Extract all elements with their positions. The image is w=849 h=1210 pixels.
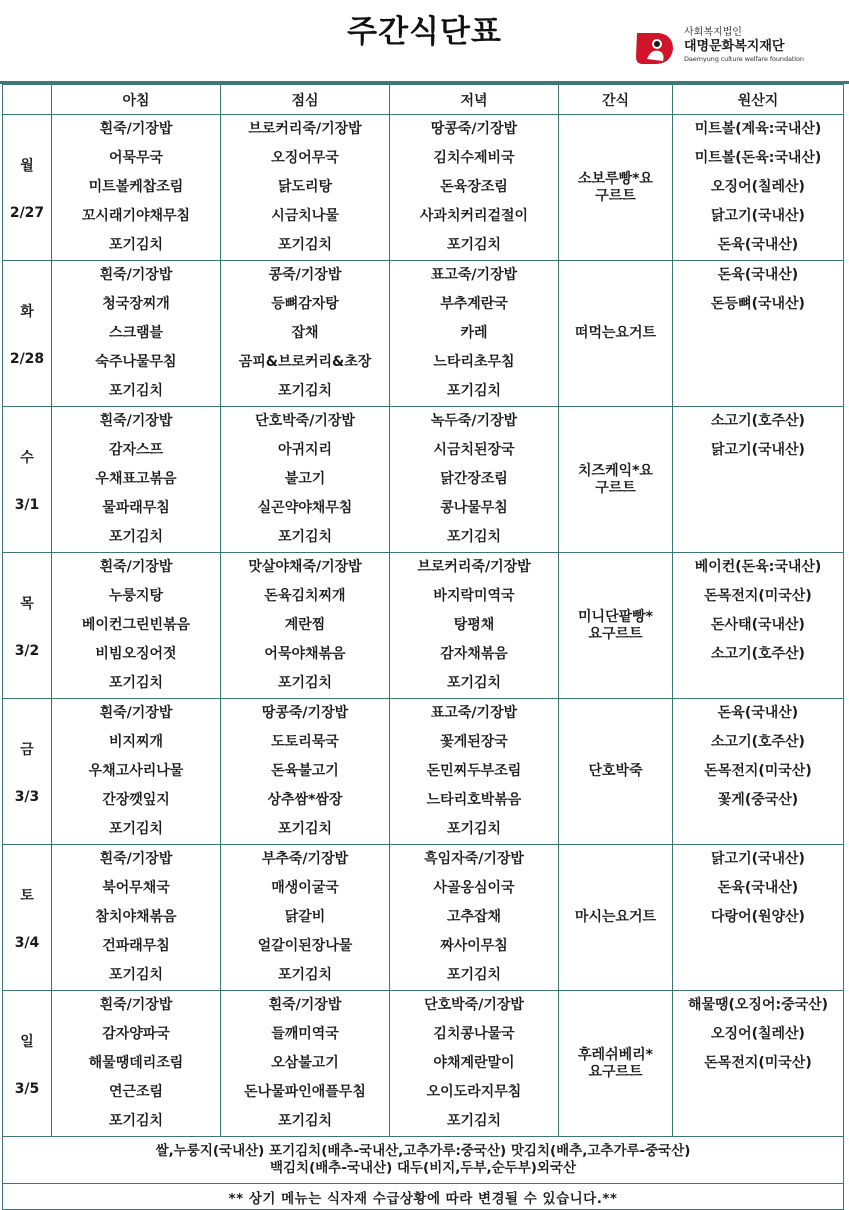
origin-item: 오징어(칠레산) <box>711 179 805 195</box>
dinner-cell <box>390 407 559 553</box>
dinner-item: 탕평채 <box>453 617 495 633</box>
breakfast-item: 누룽지탕 <box>108 588 164 604</box>
breakfast-cell <box>52 991 221 1137</box>
dinner-item: 고추잡채 <box>446 909 502 925</box>
dinner-item: 표고죽/기장밥 <box>430 267 518 283</box>
origin-item: 소고기(호주산) <box>711 413 805 429</box>
breakfast-item: 연근조림 <box>108 1084 164 1100</box>
breakfast-cell <box>52 553 221 699</box>
origin-item: 오징어(칠레산) <box>711 1026 805 1042</box>
origin-item: 돈목전지(미국산) <box>704 763 812 779</box>
breakfast-item: 흰죽/기장밥 <box>99 851 173 867</box>
breakfast-item: 물파래무침 <box>102 500 170 516</box>
origin-item: 돈육(국내산) <box>717 267 799 283</box>
origin-item: 돈육(국내산) <box>717 880 799 896</box>
origin-item: 닭고기(국내산) <box>711 442 805 458</box>
lunch-cell <box>221 115 390 261</box>
lunch-item: 흰죽/기장밥 <box>268 997 342 1013</box>
breakfast-cell <box>52 699 221 845</box>
day-name: 일 <box>20 1033 34 1050</box>
breakfast-cell <box>52 845 221 991</box>
dinner-item: 느타리호박볶음 <box>426 792 522 808</box>
snack-cell: 소보루빵*요구르트 <box>559 115 673 261</box>
breakfast-item: 감자스프 <box>108 442 164 458</box>
origin-item: 돈등뼈(국내산) <box>711 296 805 312</box>
dinner-item: 표고죽/기장밥 <box>430 705 518 721</box>
breakfast-item: 포기김치 <box>108 967 164 983</box>
dinner-item: 포기김치 <box>446 967 502 983</box>
dinner-item: 돈민찌두부조림 <box>426 763 522 779</box>
day-date: 2/27 <box>9 204 45 221</box>
lunch-cell <box>221 845 390 991</box>
snack-cell: 떠먹는요거트 <box>559 261 673 407</box>
header-breakfast: 아침 <box>52 85 221 115</box>
day-label-cell <box>3 553 52 699</box>
dinner-item: 시금치된장국 <box>433 442 515 458</box>
dinner-item: 돈육장조림 <box>440 179 508 195</box>
lunch-item: 닭도리탕 <box>277 179 333 195</box>
dinner-item: 야채계란말이 <box>433 1055 515 1071</box>
breakfast-item: 포기김치 <box>108 383 164 399</box>
breakfast-item: 미트볼케찹조림 <box>88 179 184 195</box>
day-label-cell <box>3 699 52 845</box>
dinner-item: 감자채볶음 <box>440 646 508 662</box>
lunch-item: 돈나물파인애플무침 <box>244 1084 366 1100</box>
breakfast-item: 포기김치 <box>108 675 164 691</box>
dinner-cell <box>390 845 559 991</box>
origin-item: 돈목전지(미국산) <box>704 1055 812 1071</box>
breakfast-item: 흰죽/기장밥 <box>99 413 173 429</box>
footer-origin-note <box>3 1137 844 1184</box>
day-date: 3/1 <box>14 496 40 513</box>
day-date: 2/28 <box>9 350 45 367</box>
breakfast-cell <box>52 115 221 261</box>
dinner-item: 닭간장조림 <box>440 471 508 487</box>
lunch-item: 단호박죽/기장밥 <box>255 413 355 429</box>
lunch-cell <box>221 699 390 845</box>
day-row <box>3 991 844 1137</box>
origin-cell <box>673 991 844 1137</box>
footer-notice: ** 상기 메뉴는 식자재 수급상황에 따라 변경될 수 있습니다.** <box>3 1184 844 1210</box>
weekly-menu-table <box>2 84 844 1210</box>
dinner-cell <box>390 991 559 1137</box>
dinner-item: 김치콩나물국 <box>433 1026 515 1042</box>
dinner-item: 콩나물무침 <box>440 500 508 516</box>
breakfast-item: 북어무채국 <box>102 880 170 896</box>
origin-item: 돈목전지(미국산) <box>704 588 812 604</box>
day-row <box>3 553 844 699</box>
origin-cell <box>673 261 844 407</box>
lunch-item: 오징어무국 <box>271 150 339 166</box>
day-name: 화 <box>20 303 34 320</box>
lunch-item: 곰피&브로커리&초장 <box>238 354 372 370</box>
header-corner <box>3 85 52 115</box>
day-row <box>3 699 844 845</box>
lunch-item: 들깨미역국 <box>271 1026 339 1042</box>
breakfast-item: 건파래무침 <box>102 938 170 954</box>
lunch-item: 얼갈이된장나물 <box>257 938 353 954</box>
breakfast-item: 우채고사리나물 <box>88 763 184 779</box>
breakfast-item: 감자양파국 <box>102 1026 170 1042</box>
lunch-cell <box>221 553 390 699</box>
snack-cell: 단호박죽 <box>559 699 673 845</box>
breakfast-item: 흰죽/기장밥 <box>99 559 173 575</box>
day-label-cell <box>3 991 52 1137</box>
footer-origin-line1: 쌀,누룽지(국내산) 포기김치(배추-국내산,고추가루:중국산) 맛김치(배추,고추가루-중국산) <box>155 1143 691 1159</box>
lunch-item: 땅콩죽/기장밥 <box>261 705 349 721</box>
origin-item: 돈사태(국내산) <box>711 617 805 633</box>
header-lunch: 점심 <box>221 85 390 115</box>
lunch-item: 불고기 <box>284 471 326 487</box>
dinner-cell <box>390 261 559 407</box>
dinner-item: 부추계란국 <box>440 296 508 312</box>
lunch-item: 부추죽/기장밥 <box>261 851 349 867</box>
header-origin: 원산지 <box>673 85 844 115</box>
snack-cell: 마시는요거트 <box>559 845 673 991</box>
dinner-item: 포기김치 <box>446 529 502 545</box>
origin-item: 소고기(호주산) <box>711 734 805 750</box>
lunch-item: 포기김치 <box>277 821 333 837</box>
dinner-item: 포기김치 <box>446 675 502 691</box>
breakfast-cell <box>52 261 221 407</box>
day-row <box>3 115 844 261</box>
dinner-item: 포기김치 <box>446 821 502 837</box>
lunch-item: 매생이굴국 <box>271 880 339 896</box>
dinner-item: 사골옹심이국 <box>433 880 515 896</box>
origin-item: 미트볼(계육:국내산) <box>694 121 822 137</box>
breakfast-item: 우채표고볶음 <box>95 471 177 487</box>
origin-item: 베이컨(돈육:국내산) <box>694 559 822 575</box>
day-label-cell <box>3 845 52 991</box>
dinner-item: 짜사이무침 <box>440 938 508 954</box>
breakfast-item: 스크램블 <box>108 325 164 341</box>
dinner-item: 포기김치 <box>446 383 502 399</box>
dinner-item: 김치수제비국 <box>433 150 515 166</box>
lunch-item: 계란찜 <box>284 617 326 633</box>
lunch-item: 등뼈감자탕 <box>271 296 339 312</box>
breakfast-item: 참치야채볶음 <box>95 909 177 925</box>
lunch-item: 잡채 <box>291 325 319 341</box>
snack-cell: 후레쉬베리*요구르트 <box>559 991 673 1137</box>
header-dinner: 저녁 <box>390 85 559 115</box>
dinner-cell <box>390 699 559 845</box>
breakfast-item: 흰죽/기장밥 <box>99 121 173 137</box>
lunch-item: 포기김치 <box>277 383 333 399</box>
breakfast-item: 비지찌개 <box>108 734 164 750</box>
dinner-item: 땅콩죽/기장밥 <box>430 121 518 137</box>
lunch-cell <box>221 261 390 407</box>
origin-cell <box>673 115 844 261</box>
lunch-item: 맛살야채죽/기장밥 <box>248 559 362 575</box>
lunch-item: 브로커리죽/기장밥 <box>248 121 362 137</box>
origin-cell <box>673 407 844 553</box>
breakfast-item: 포기김치 <box>108 237 164 253</box>
day-name: 월 <box>20 157 34 174</box>
day-row <box>3 845 844 991</box>
day-row <box>3 261 844 407</box>
breakfast-item: 흰죽/기장밥 <box>99 997 173 1013</box>
breakfast-item: 어묵무국 <box>108 150 164 166</box>
lunch-item: 포기김치 <box>277 237 333 253</box>
dinner-item: 흑임자죽/기장밥 <box>424 851 524 867</box>
lunch-item: 포기김치 <box>277 529 333 545</box>
snack-cell: 치즈케익*요구르트 <box>559 407 673 553</box>
breakfast-item: 간장깻잎지 <box>102 792 170 808</box>
logo-text-line2: 대명문화복지재단 <box>684 39 785 54</box>
dinner-item: 오이도라지무침 <box>426 1084 522 1100</box>
footer-origin-line2: 백김치(배추-국내산) 대두(비지,두부,순두부)외국산 <box>269 1160 577 1176</box>
breakfast-cell <box>52 407 221 553</box>
lunch-item: 돈육김치찌개 <box>264 588 346 604</box>
lunch-item: 시금치나물 <box>271 208 339 224</box>
dinner-item: 느타리초무침 <box>433 354 515 370</box>
dinner-item: 꽃게된장국 <box>440 734 508 750</box>
origin-item: 닭고기(국내산) <box>711 851 805 867</box>
table-header-row <box>3 85 844 115</box>
day-label-cell <box>3 261 52 407</box>
dinner-cell <box>390 115 559 261</box>
breakfast-item: 해물땡데리조림 <box>88 1055 184 1071</box>
origin-item: 돈육(국내산) <box>717 237 799 253</box>
breakfast-item: 흰죽/기장밥 <box>99 705 173 721</box>
breakfast-item: 포기김치 <box>108 529 164 545</box>
day-date: 3/3 <box>14 788 40 805</box>
snack-cell: 미니단팥빵*요구르트 <box>559 553 673 699</box>
day-name: 목 <box>20 595 34 612</box>
lunch-item: 어묵야채볶음 <box>264 646 346 662</box>
day-date: 3/5 <box>14 1080 40 1097</box>
dinner-item: 녹두죽/기장밥 <box>430 413 518 429</box>
origin-cell <box>673 553 844 699</box>
breakfast-item: 흰죽/기장밥 <box>99 267 173 283</box>
day-label-cell <box>3 407 52 553</box>
lunch-item: 포기김치 <box>277 967 333 983</box>
lunch-cell <box>221 991 390 1137</box>
day-name: 수 <box>20 449 34 466</box>
origin-item: 다랑어(원양산) <box>711 909 805 925</box>
breakfast-item: 청국장찌개 <box>102 296 170 312</box>
day-label-cell <box>3 115 52 261</box>
breakfast-item: 꼬시래기야채무침 <box>81 208 191 224</box>
breakfast-item: 포기김치 <box>108 1113 164 1129</box>
day-row <box>3 407 844 553</box>
lunch-item: 상추쌈*쌈장 <box>267 792 343 808</box>
footer-origin-row <box>3 1137 844 1184</box>
origin-item: 돈육(국내산) <box>717 705 799 721</box>
dinner-cell <box>390 553 559 699</box>
day-name: 토 <box>20 887 34 904</box>
breakfast-item: 비빔오징어젓 <box>95 646 177 662</box>
day-name: 금 <box>20 741 34 758</box>
lunch-item: 실곤약야채무침 <box>257 500 353 516</box>
origin-item: 미트볼(돈육:국내산) <box>694 150 822 166</box>
lunch-item: 아귀지리 <box>277 442 333 458</box>
lunch-item: 포기김치 <box>277 675 333 691</box>
lunch-item: 닭갈비 <box>284 909 326 925</box>
dinner-item: 포기김치 <box>446 1113 502 1129</box>
logo-text-line3: Daemyung culture welfare foundation <box>684 55 804 63</box>
foundation-logo-icon <box>633 29 679 67</box>
lunch-item: 돈육불고기 <box>271 763 339 779</box>
day-date: 3/4 <box>14 934 40 951</box>
dinner-item: 포기김치 <box>446 237 502 253</box>
breakfast-item: 포기김치 <box>108 821 164 837</box>
header-snack: 간식 <box>559 85 673 115</box>
dinner-item: 카레 <box>460 325 488 341</box>
lunch-item: 도토리묵국 <box>271 734 339 750</box>
origin-item: 닭고기(국내산) <box>711 208 805 224</box>
origin-cell <box>673 845 844 991</box>
dinner-item: 사과치커리겉절이 <box>419 208 529 224</box>
dinner-item: 브로커리죽/기장밥 <box>417 559 531 575</box>
lunch-item: 오삼불고기 <box>271 1055 339 1071</box>
lunch-item: 콩죽/기장밥 <box>268 267 342 283</box>
origin-item: 꽃게(중국산) <box>717 792 799 808</box>
foundation-logo <box>633 26 804 70</box>
dinner-item: 바지락미역국 <box>433 588 515 604</box>
page-title: 주간식단표 <box>347 14 502 50</box>
breakfast-item: 베이컨그린빈볶음 <box>81 617 191 633</box>
day-date: 3/2 <box>14 642 40 659</box>
lunch-item: 포기김치 <box>277 1113 333 1129</box>
logo-text-line1: 사회복지법인 <box>684 27 742 38</box>
origin-item: 해물땡(오징어:중국산) <box>687 997 829 1013</box>
dinner-item: 단호박죽/기장밥 <box>424 997 524 1013</box>
origin-item: 소고기(호주산) <box>711 646 805 662</box>
origin-cell <box>673 699 844 845</box>
footer-notice-row <box>3 1184 844 1210</box>
breakfast-item: 숙주나물무침 <box>95 354 177 370</box>
lunch-cell <box>221 407 390 553</box>
